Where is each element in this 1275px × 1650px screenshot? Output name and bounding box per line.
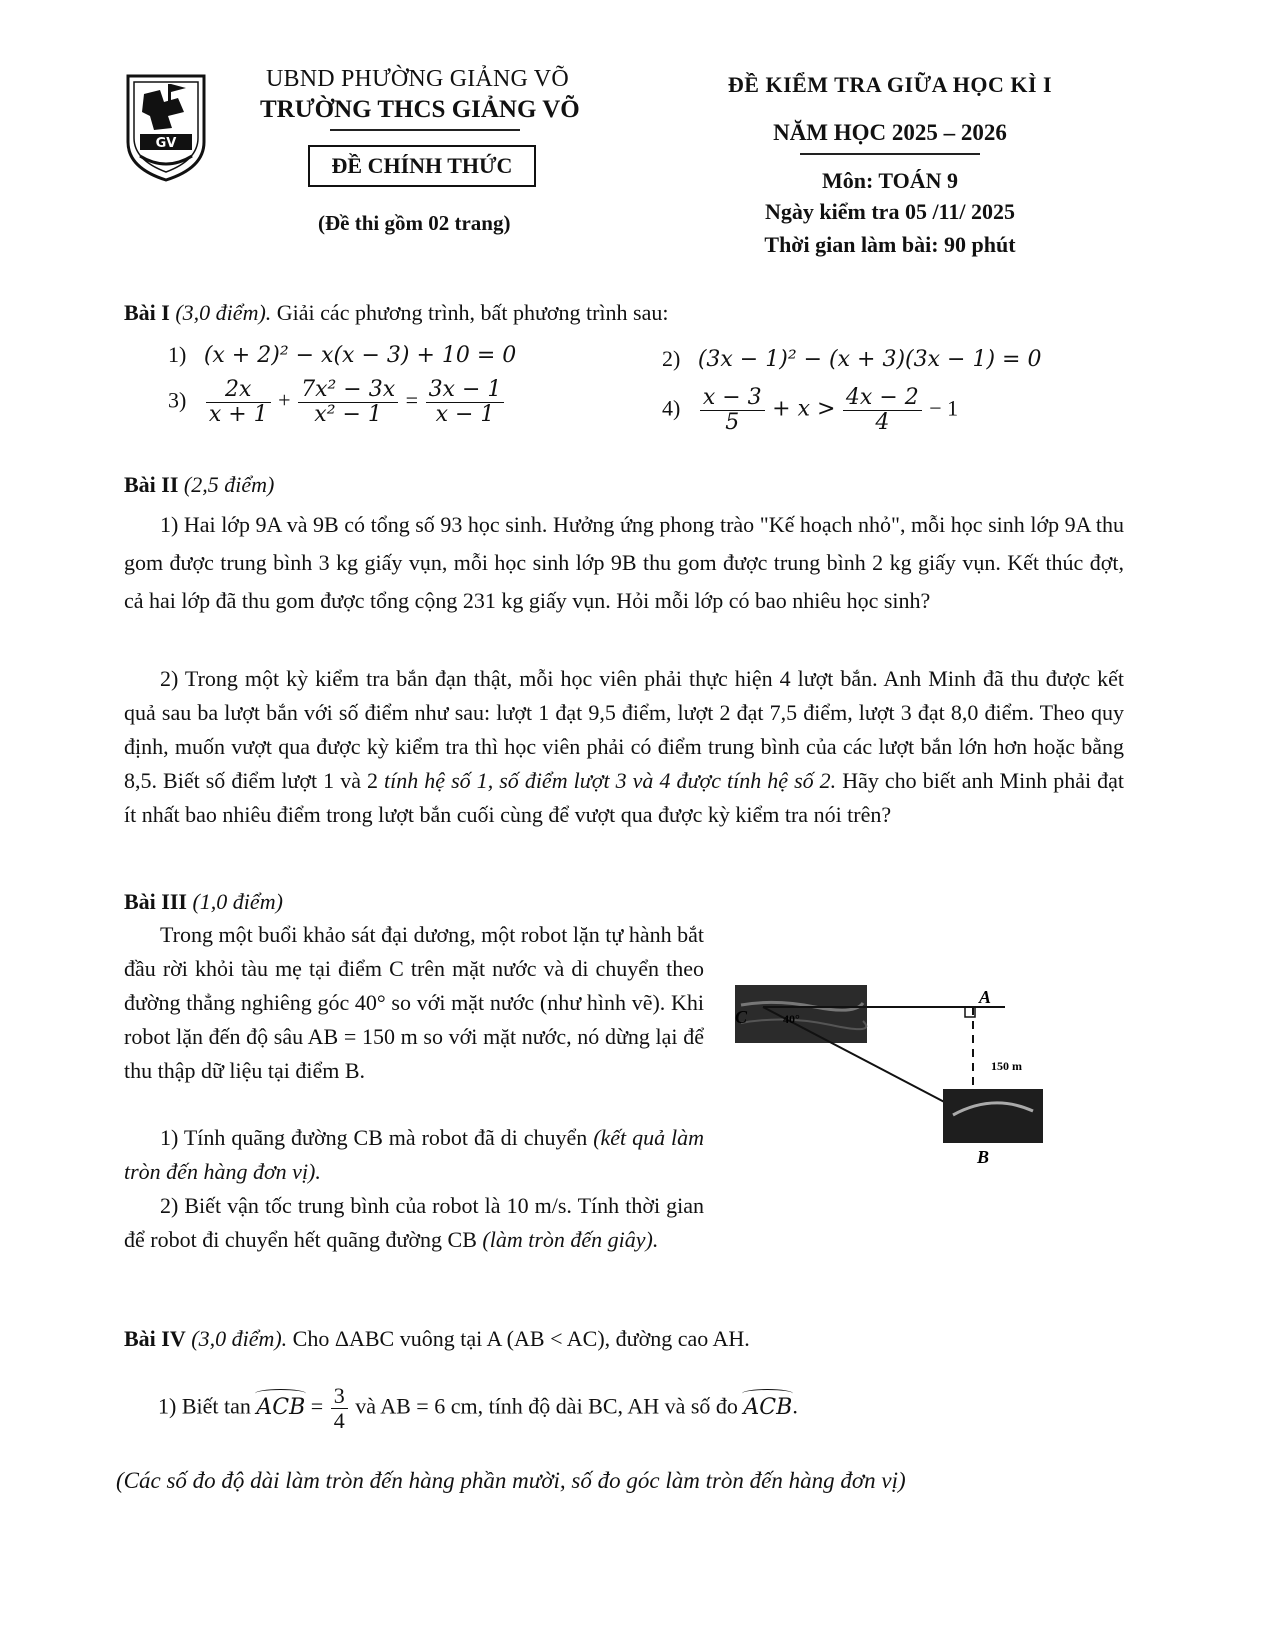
operator: + x > <box>772 396 836 422</box>
bai3-intro: Trong một buổi khảo sát đại dương, một robot lặn tự hành bắt đầu rời khỏi tàu mẹ tại điểm C trên mặt nước và di chuyển theo đường thẳng nghiêng góc 40° so với mặt nước (như hình vẽ). Khi robot lặn đến độ sâu AB = 150 m so với mặt nước, nó dừng lại để thu thập dữ liệu tại điểm B. <box>124 922 704 1083</box>
pages-note: (Đề thi gồm 02 trang) <box>318 211 511 235</box>
crest-text: GV <box>155 136 177 151</box>
question-note: (làm tròn đến giây). <box>482 1227 659 1252</box>
question-text: 1) Biết tan <box>158 1393 251 1419</box>
label-a: A <box>979 987 992 1007</box>
angle-acb: ACB <box>256 1393 305 1423</box>
bai3-title: Bài III <box>124 889 187 914</box>
problem-1 <box>168 340 516 371</box>
problem-label: 2) <box>662 346 681 371</box>
bai4-heading <box>124 1324 750 1354</box>
divider <box>800 153 980 155</box>
label-c: C <box>735 1007 748 1027</box>
question-text: 1) Tính quãng đường CB mà robot đã di chuyển <box>160 1125 588 1150</box>
subject: Môn: TOÁN 9 <box>821 168 959 193</box>
question-note: tính hệ số 1, số điểm lượt 3 và 4 được tính hệ số 2. <box>384 768 837 793</box>
question-text: 2) Biết vận tốc trung bình của robot là 10 m/s. Tính thời gian để robot đi chuyển hết quãng đường CB <box>124 1193 704 1252</box>
operator: − 1 <box>929 395 959 421</box>
school-name: TRƯỜNG THCS GIẢNG VÕ <box>260 96 580 123</box>
question-note: (kết quả làm tròn đến hàng đơn vị). <box>124 1125 705 1184</box>
problem-label: 3) <box>168 387 187 413</box>
robot-diving-diagram <box>735 985 1095 1215</box>
numerator: 3x − 1 <box>426 378 505 403</box>
numerator: 3 <box>331 1384 348 1409</box>
angle-label: 40° <box>783 1012 800 1026</box>
ward-name: UBND PHƯỜNG GIẢNG VÕ <box>266 66 569 92</box>
bai1-heading <box>124 298 668 328</box>
bai3-question-1 <box>124 1121 704 1189</box>
bai1-instruction: Giải các phương trình, bất phương trình sau: <box>276 300 669 325</box>
equation: (x + 2)² − x(x − 3) + 10 = 0 <box>203 343 517 368</box>
bai3-points: (1,0 điểm) <box>192 889 283 914</box>
bai3-question-2 <box>124 1189 704 1257</box>
numerator: 4x − 2 <box>843 386 922 411</box>
depth-label: 150 m <box>991 1059 1022 1073</box>
duration: Thời gian làm bài: 90 phút <box>764 232 1016 257</box>
bai2-points: (2,5 điểm) <box>183 472 275 497</box>
denominator: x² − 1 <box>314 402 382 427</box>
equation: (3x − 1)² − (x + 3)(3x − 1) = 0 <box>697 347 1042 372</box>
bai4-statement: Cho ΔABC vuông tại A (AB < AC), đường cao AH. <box>292 1326 750 1351</box>
rounding-note: (Các số đo độ dài làm tròn đến hàng phần mười, số đo góc làm tròn đến hàng đơn vị) <box>116 1468 906 1493</box>
bai4-question-1: 1) Biết tan ACB = $\frac{3}{4}$ và AB = 6 cm, tính độ dài BC, AH và số đo ACB. <box>158 1383 798 1433</box>
fraction <box>700 386 765 435</box>
angle-acb: ACB <box>743 1393 792 1423</box>
bai2-question-2 <box>124 662 1124 832</box>
question-text: 2) Trong một kỳ kiểm tra bắn đạn thật, mỗi học viên phải thực hiện 4 lượt bắn. Anh Minh đã thu được kết quả sau ba lượt bắn với số điểm như sau: lượt 1 đạt 9,5 điểm, lượt 2 đạt 7,5 điểm, lượt 3 đạt 8,0 điểm. Theo quy định, muốn vượt qua được kỳ kiểm tra thì học viên phải có điểm trung bình của các lượt bắn lớn hơn hoặc bằng 8,5. Biết số điểm lượt 1 và 2 <box>124 666 1124 793</box>
question-text: và AB = 6 cm, tính độ dài BC, AH và số đo <box>355 1393 738 1419</box>
bai1-points: (3,0 điểm). <box>175 300 272 325</box>
fraction <box>426 378 505 427</box>
exam-date: Ngày kiểm tra 05 /11/ 2025 <box>765 199 1015 224</box>
denominator: 5 <box>725 410 740 435</box>
question-text: Hãy cho biết anh Minh phải đạt ít nhất bao nhiêu điểm trong lượt bắn cuối cùng để vượt qua được kỳ kiểm tra nói trên? <box>124 768 1125 827</box>
operator: + <box>278 387 291 413</box>
fraction <box>298 378 398 427</box>
problem-2 <box>662 344 1041 375</box>
denominator: 4 <box>875 410 890 435</box>
numerator: x − 3 <box>700 386 765 411</box>
operator: = <box>405 387 419 413</box>
ship-image <box>735 985 867 1043</box>
school-crest-icon <box>124 72 208 182</box>
label-b: B <box>977 1147 990 1167</box>
bai2-question-1: 1) Hai lớp 9A và 9B có tổng số 93 học sinh. Hưởng ứng phong trào "Kế hoạch nhỏ", mỗi học sinh lớp 9A thu gom được trung bình 3 kg giấy vụn, mỗi học sinh lớp 9B thu gom được trung bình 2 kg giấy vụn. Kết thúc đợt, cả hai lớp đã thu gom được tổng cộng 231 kg giấy vụn. Hỏi mỗi lớp có bao nhiêu học sinh? <box>124 512 1124 613</box>
bai4-title: Bài IV <box>124 1326 186 1351</box>
denominator: x − 1 <box>435 402 495 427</box>
problem-label: 4) <box>662 395 681 421</box>
bai3-heading <box>124 887 283 917</box>
exam-title: ĐỀ KIỂM TRA GIỮA HỌC KÌ I <box>727 72 1053 97</box>
fraction <box>206 378 271 427</box>
school-year: NĂM HỌC 2025 – 2026 <box>773 120 1007 145</box>
divider <box>330 129 520 131</box>
denominator: 4 <box>333 1408 345 1433</box>
denominator: x + 1 <box>208 402 268 427</box>
bai2-title: Bài II <box>124 472 179 497</box>
problem-4 <box>662 386 958 435</box>
bai2-heading <box>124 470 274 500</box>
robot-image <box>943 1089 1043 1143</box>
bai4-points: (3,0 điểm). <box>191 1326 288 1351</box>
problem-3 <box>168 378 506 427</box>
official-label: ĐỀ CHÍNH THỨC <box>308 145 536 187</box>
numerator: 2x <box>206 378 271 403</box>
fraction <box>331 1384 348 1433</box>
problem-label: 1) <box>168 342 187 367</box>
bai1-title: Bài I <box>124 300 170 325</box>
numerator: 7x² − 3x <box>298 378 398 403</box>
question-text: . <box>792 1393 798 1419</box>
fraction <box>843 386 922 435</box>
